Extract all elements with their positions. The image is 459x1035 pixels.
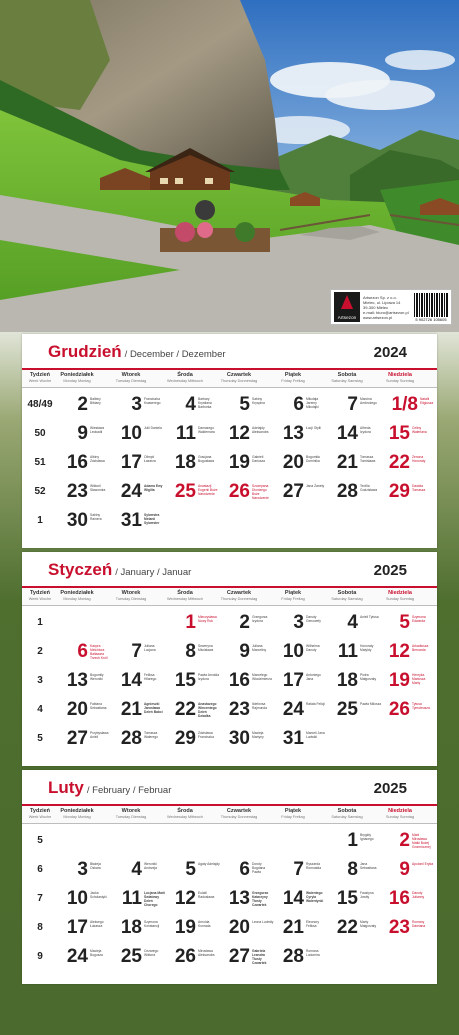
address-line: www.artsezon.pl xyxy=(363,314,393,320)
address-line: Mielec, ul. Lipowa 14 xyxy=(363,299,401,305)
barcode xyxy=(414,293,448,321)
weekday-header xyxy=(266,590,320,602)
weekday-header xyxy=(158,590,212,602)
day-number: 19 xyxy=(174,917,196,938)
day-number: 28 xyxy=(282,946,304,967)
name-day-list: Walentego Cyryla Walentynki xyxy=(306,891,324,903)
day-number: 13 xyxy=(282,423,304,444)
weekday-header xyxy=(373,808,427,820)
name-day-list: Marty Małgorzaty xyxy=(360,920,377,928)
day-number: 5 xyxy=(185,859,196,880)
day-number: 26 xyxy=(388,699,410,720)
day-number: 30 xyxy=(228,728,250,749)
name-day-list: Anastazji Eugenii Boże Narodzenie xyxy=(198,484,218,496)
name-day-list: Apolonii Eryka xyxy=(412,862,434,866)
day-number: 27 xyxy=(282,481,304,502)
day-number: 24 xyxy=(66,946,88,967)
name-day-list: Kacpra Melchiora Baltazara Trzech Króli xyxy=(90,644,108,660)
day-number: 19 xyxy=(388,670,410,691)
weekday-sublabel: Friday Freitag xyxy=(281,597,305,601)
day-number: 8 xyxy=(185,641,196,662)
month-translation: / February / Februar xyxy=(86,785,172,796)
month-name-text: Grudzień xyxy=(48,342,122,361)
weekday-sublabel: Wednesday Mittwoch xyxy=(166,815,204,819)
name-day-list: Alfreda Izydora xyxy=(360,426,371,434)
day-number: 4 xyxy=(347,612,358,633)
name-day-list: Brygidy Ignacego xyxy=(360,833,374,841)
week-number: 8 xyxy=(37,922,43,933)
month-panel xyxy=(22,334,437,548)
weekday-header-row xyxy=(22,588,437,606)
weekday-label: Poniedziałek xyxy=(60,808,94,814)
day-number: 6 xyxy=(293,394,304,415)
day-number: 22 xyxy=(336,917,358,938)
day-number: 18 xyxy=(336,670,358,691)
address-line: 39-300 Mielec xyxy=(363,304,389,310)
name-day-list: Arkadiusza Bernarda xyxy=(412,644,429,652)
day-number: 7 xyxy=(131,641,142,662)
weekday-sublabel: Tuesday Dienstag xyxy=(115,379,147,383)
day-number: 28 xyxy=(336,481,358,502)
day-number: 14 xyxy=(336,423,358,444)
name-day-list: Mirosława Aleksandra xyxy=(198,949,215,957)
barcode-number: 5 902726 105605 xyxy=(415,317,447,322)
day-number: 1 xyxy=(347,830,358,851)
day-number: 5 xyxy=(239,394,250,415)
weekday-header xyxy=(320,590,374,602)
day-number: 29 xyxy=(388,481,410,502)
year-label: 2025 xyxy=(373,780,407,797)
name-day-list: Tomasza Walerego xyxy=(144,731,158,739)
weekday-sublabel: Sunday Sonntag xyxy=(385,379,415,383)
weekday-sublabel: Monday Montag xyxy=(63,597,91,601)
name-day-list: Marcina Ambrożego xyxy=(360,397,377,405)
name-day-list: Albiny Zdzisława xyxy=(90,455,105,463)
day-number: 1/8 xyxy=(391,394,418,415)
day-number: 18 xyxy=(174,452,196,473)
day-number: 15 xyxy=(174,670,196,691)
day-number: 3 xyxy=(131,394,142,415)
name-day-list: Arnolda Konrada xyxy=(198,920,211,928)
day-number: 20 xyxy=(228,917,250,938)
day-number: 12 xyxy=(174,888,196,909)
name-day-list: Grzegorza Katarzyny Tłusty Czwartek xyxy=(252,891,269,907)
name-day-list: Wiktorii Sławomira xyxy=(90,484,106,492)
weekday-sublabel: Wednesday Mittwoch xyxy=(166,379,204,383)
weekday-header-row xyxy=(22,806,437,824)
day-number: 21 xyxy=(282,917,304,938)
name-day-list: Antoniego Jana xyxy=(306,673,321,681)
weekday-label: Poniedziałek xyxy=(60,590,94,596)
day-number: 21 xyxy=(336,452,358,473)
day-number: 14 xyxy=(120,670,142,691)
week-number: 3 xyxy=(37,675,43,686)
weekday-sublabel: Saturday Samstag xyxy=(331,379,363,383)
day-number: 14 xyxy=(282,888,304,909)
weekday-sublabel: Sunday Sonntag xyxy=(385,597,415,601)
weekday-header xyxy=(50,808,104,820)
weekday-label: Środa xyxy=(177,590,193,596)
weekday-sublabel: Thursday Donnerstag xyxy=(220,815,258,819)
day-number: 22 xyxy=(388,452,410,473)
name-day-list: Natalii Eligiusza xyxy=(420,397,434,405)
name-day-list: Tomasza Tomisława xyxy=(360,455,376,463)
month-title xyxy=(48,560,191,580)
day-number: 9 xyxy=(399,859,410,880)
weekday-header xyxy=(212,808,266,820)
name-day-list: Jana Żanety xyxy=(306,484,325,488)
weekday-label: Czwartek xyxy=(226,590,252,596)
day-number: 13 xyxy=(228,888,250,909)
day-number: 27 xyxy=(66,728,88,749)
name-day-list: Eleonory Feliksa xyxy=(306,920,320,928)
day-number: 16 xyxy=(66,452,88,473)
weekday-label: Poniedziałek xyxy=(60,372,94,378)
day-number: 10 xyxy=(282,641,304,662)
name-day-list: Bogumiły Weroniki xyxy=(90,673,104,681)
day-number: 10 xyxy=(120,423,142,444)
name-day-list: Adama Ewy Wigilia xyxy=(144,484,163,492)
year-label: 2024 xyxy=(373,344,407,361)
weekday-sublabel: Sunday Sonntag xyxy=(385,815,415,819)
name-day-list: Ildefonsa Rajmunda xyxy=(252,702,268,710)
address-line: e-mail: biuro@artsezon.pl xyxy=(363,309,409,315)
name-day-list: Damazego Waldemara xyxy=(198,426,215,434)
weekday-header xyxy=(50,590,104,602)
day-number: 2 xyxy=(77,394,88,415)
month-title xyxy=(48,342,226,362)
name-day-list: Honoraty Matyldy xyxy=(360,644,374,652)
name-day-list: Dawida Tomasza xyxy=(412,484,426,492)
name-day-list: Mieczysława Nowy Rok xyxy=(198,615,217,623)
day-number: 5 xyxy=(399,612,410,633)
name-day-list: Juliana Lucjana xyxy=(144,644,156,652)
day-number: 10 xyxy=(66,888,88,909)
year-label: 2025 xyxy=(373,562,407,579)
name-day-list: Szczepana Dionizego Boże Narodzenie xyxy=(252,484,269,500)
weekday-label: Niedziela xyxy=(388,590,412,596)
weekday-sublabel: Monday Montag xyxy=(63,815,91,819)
name-day-list: Łucji Otylii xyxy=(306,426,322,430)
name-day-list: Feliksa Hilarego xyxy=(144,673,157,681)
name-day-list: Fabiana Sebastiana xyxy=(90,702,107,710)
name-day-list: Cezarego Wiktora xyxy=(144,949,159,957)
day-number: 23 xyxy=(228,699,250,720)
weekday-sublabel: Wednesday Mittwoch xyxy=(166,597,204,601)
weekday-label: Niedziela xyxy=(388,372,412,378)
name-day-list: Doroty Bogdana Pawła xyxy=(252,862,266,874)
day-number: 26 xyxy=(174,946,196,967)
name-day-list: Adelajdy Aleksandra xyxy=(252,426,269,434)
week-number: 2 xyxy=(37,646,43,657)
day-number: 1 xyxy=(185,612,196,633)
weekday-label: Wtorek xyxy=(121,808,141,814)
name-day-list: Zenona Honoraty xyxy=(412,455,426,463)
weekday-header-row xyxy=(22,370,437,388)
week-number: 50 xyxy=(34,428,46,439)
weekday-header xyxy=(212,372,266,384)
day-number: 6 xyxy=(77,641,88,662)
weekday-sublabel: Thursday Donnerstag xyxy=(220,379,258,383)
weekday-sublabel: Week Woche xyxy=(28,597,52,601)
name-day-list: Danuty Genowefy xyxy=(306,615,321,623)
name-day-list: Marceli Jana Ludwiki xyxy=(306,731,325,739)
name-day-list: Anastazego Wincentego Dzień Dziadka xyxy=(198,702,217,718)
weekday-header xyxy=(50,372,104,384)
weekday-sublabel: Week Woche xyxy=(28,379,52,383)
month-title xyxy=(48,778,171,798)
weekday-sublabel: Saturday Samstag xyxy=(331,597,363,601)
day-number: 31 xyxy=(282,728,304,749)
day-number: 3 xyxy=(293,612,304,633)
day-number: 15 xyxy=(388,423,410,444)
name-day-list: Ryszarda Romualda xyxy=(306,862,322,870)
week-number: 5 xyxy=(37,835,43,846)
day-number: 25 xyxy=(336,699,358,720)
day-number: 27 xyxy=(228,946,250,967)
day-number: 16 xyxy=(388,888,410,909)
month-header xyxy=(22,334,437,370)
day-number: 11 xyxy=(175,423,196,444)
day-number: 8 xyxy=(347,859,358,880)
weekday-header xyxy=(266,372,320,384)
week-number: 9 xyxy=(37,951,43,962)
weekday-label: Wtorek xyxy=(121,372,141,378)
weekday-header xyxy=(373,372,427,384)
weekday-sublabel: Week Woche xyxy=(28,815,52,819)
name-day-list: Przybysława Anieli xyxy=(90,731,109,739)
name-day-list: Julii Daniela xyxy=(144,426,162,430)
name-day-list: Seweryna Mścisława xyxy=(198,644,214,652)
week-number: 1 xyxy=(37,617,43,628)
name-day-list: Bogumiła Dominika xyxy=(306,455,320,463)
month-panel xyxy=(22,552,437,766)
day-number: 20 xyxy=(282,452,304,473)
week-number: 51 xyxy=(34,457,46,468)
weekday-sublabel: Tuesday Dienstag xyxy=(115,597,147,601)
day-number: 26 xyxy=(228,481,250,502)
name-day-list: Faustyna Jowity xyxy=(360,891,374,899)
weekday-label: Piątek xyxy=(284,808,302,814)
weekday-sublabel: Thursday Donnerstag xyxy=(220,597,258,601)
day-number: 15 xyxy=(336,888,358,909)
name-day-list: Barbary Krystiana Barbórka xyxy=(198,397,212,409)
name-day-list: Celiny Walerlana xyxy=(412,426,427,434)
weekday-header xyxy=(104,590,158,602)
day-number: 21 xyxy=(120,699,142,720)
name-day-list: Piotra Małgorzaty xyxy=(360,673,377,681)
day-number: 19 xyxy=(228,452,250,473)
weekday-label: Środa xyxy=(177,372,193,378)
day-number: 2 xyxy=(239,612,250,633)
month-translation: / January / Januar xyxy=(115,567,192,578)
day-number: 20 xyxy=(66,699,88,720)
day-number: 13 xyxy=(66,670,88,691)
weekday-header xyxy=(158,372,212,384)
name-day-list: Sylwestra Melanii Sylwester xyxy=(144,513,160,525)
day-number: 4 xyxy=(185,394,196,415)
name-day-list: Balbiny Bibiany xyxy=(90,397,101,405)
name-day-list: Macieja Martyny xyxy=(252,731,264,739)
week-number: 1 xyxy=(37,515,43,526)
name-day-list: Eulalii Radosława xyxy=(198,891,215,899)
week-number: 52 xyxy=(34,486,46,497)
weekday-label: Środa xyxy=(177,808,193,814)
name-day-list: Macieja Bogusza xyxy=(90,949,103,957)
name-day-list: Henryka Mariusza Marty xyxy=(412,673,426,685)
name-day-list: Jacka Scholastyki xyxy=(90,891,107,899)
day-number: 2 xyxy=(399,830,410,851)
weekday-header xyxy=(320,808,374,820)
name-day-list: Anieli Tytusa xyxy=(360,615,379,619)
name-day-list: Danuty Julianny xyxy=(412,891,425,899)
name-day-list: Grzegorza Izydora xyxy=(252,615,268,623)
month-header xyxy=(22,770,437,806)
weekday-header xyxy=(104,372,158,384)
name-day-list: Sabiny Rainera xyxy=(90,513,102,521)
name-day-list: Agnieszki Jarosława Dzień Babci xyxy=(144,702,163,714)
day-number: 31 xyxy=(120,510,142,531)
name-day-list: Marcelego Włodzimierza xyxy=(252,673,272,681)
month-translation: / December / Dezember xyxy=(124,349,226,360)
name-day-list: Jana Sebastiana xyxy=(360,862,377,870)
name-day-list: Sabiny Kryspina xyxy=(252,397,265,405)
day-number: 12 xyxy=(388,641,410,662)
name-day-list: Romany Damiana xyxy=(412,920,426,928)
day-number: 4 xyxy=(131,859,142,880)
day-number: 24 xyxy=(120,481,142,502)
weekday-label: Sobota xyxy=(337,372,357,378)
day-number: 3 xyxy=(77,859,88,880)
day-number: 11 xyxy=(337,641,358,662)
day-number: 6 xyxy=(239,859,250,880)
weekday-header xyxy=(212,590,266,602)
landscape-photo xyxy=(0,0,459,332)
week-number: 5 xyxy=(37,733,43,744)
day-number: 22 xyxy=(174,699,196,720)
day-number: 17 xyxy=(282,670,304,691)
weekday-label: Niedziela xyxy=(388,808,412,814)
name-day-list: Gabriela Leandra Tłusty Czwartek xyxy=(252,949,267,965)
month-panel xyxy=(22,770,437,984)
publisher-logo-text: Artsezon xyxy=(337,315,357,320)
name-day-list: Zdzisława Franciszka xyxy=(198,731,214,739)
address-line: Artsezon Sp. z o.o. xyxy=(363,294,397,300)
day-number: 23 xyxy=(388,917,410,938)
name-day-list: Franciszka Ksawerego xyxy=(144,397,161,405)
weekday-header xyxy=(266,808,320,820)
name-day-list: Lucjana Marii Światowy Dzień Chorego xyxy=(144,891,166,907)
publisher-logo xyxy=(334,292,360,322)
name-day-list: Pawła Miłosza xyxy=(360,702,382,706)
day-number: 9 xyxy=(77,423,88,444)
weekday-label: Piątek xyxy=(284,590,302,596)
name-day-list: Gracjana Bogusława xyxy=(198,455,215,463)
weekday-label: Sobota xyxy=(337,590,357,596)
name-day-list: Olimpii Łazarza xyxy=(144,455,156,463)
alpine-valley-image xyxy=(0,0,459,332)
day-number: 9 xyxy=(239,641,250,662)
weekday-label: Tydzień xyxy=(29,590,51,596)
name-day-list: Rafała Felicji xyxy=(306,702,325,706)
name-day-list: Szymona Konstancji xyxy=(144,920,160,928)
weekday-label: Wtorek xyxy=(121,590,141,596)
weekday-sublabel: Monday Montag xyxy=(63,379,91,383)
day-number: 25 xyxy=(120,946,142,967)
day-number: 24 xyxy=(282,699,304,720)
name-day-list: Błażeja Oskara xyxy=(90,862,101,870)
week-number: 6 xyxy=(37,864,43,875)
month-header xyxy=(22,552,437,588)
name-day-list: Marii Mirosława Matki Bożej Gromnicznej xyxy=(412,833,431,849)
day-number: 18 xyxy=(120,917,142,938)
name-day-list: Mikołaja Jaremy Mikołajki xyxy=(306,397,319,409)
day-number: 28 xyxy=(120,728,142,749)
day-number: 23 xyxy=(66,481,88,502)
name-day-list: Agaty Adelajdy xyxy=(198,862,220,866)
name-day-list: Romana Ludomira xyxy=(306,949,320,957)
weekday-label: Czwartek xyxy=(226,808,252,814)
day-number: 16 xyxy=(228,670,250,691)
day-number: 25 xyxy=(174,481,196,502)
weekday-sublabel: Saturday Samstag xyxy=(331,815,363,819)
name-day-list: Weroniki Andrzeja xyxy=(144,862,158,870)
weekday-label: Czwartek xyxy=(226,372,252,378)
weekday-header xyxy=(158,808,212,820)
weekday-header xyxy=(320,372,374,384)
name-day-list: Gabrieli Dariusza xyxy=(252,455,266,463)
day-number: 17 xyxy=(120,452,142,473)
name-day-list: Aleksego Łukasza xyxy=(90,920,104,928)
weekday-sublabel: Tuesday Dienstag xyxy=(115,815,147,819)
weekday-sublabel: Friday Freitag xyxy=(281,379,305,383)
publisher-info-box xyxy=(330,289,452,325)
month-name-text: Styczeń xyxy=(48,560,113,579)
week-number: 4 xyxy=(37,704,43,715)
logo-mark-icon xyxy=(341,295,353,309)
day-number: 29 xyxy=(174,728,196,749)
day-number: 11 xyxy=(121,888,142,909)
name-day-list: Szymona Edwarda xyxy=(412,615,426,623)
weekday-sublabel: Friday Freitag xyxy=(281,815,305,819)
day-number: 30 xyxy=(66,510,88,531)
weekday-header xyxy=(373,590,427,602)
name-day-list: Wiesława Leokadii xyxy=(90,426,105,434)
name-day-list: Leona Ludmiły xyxy=(252,920,274,924)
week-number: 7 xyxy=(37,893,43,904)
day-number: 7 xyxy=(293,859,304,880)
weekday-label: Tydzień xyxy=(29,372,51,378)
weekday-label: Sobota xyxy=(337,808,357,814)
week-number: 48/49 xyxy=(27,399,53,410)
month-name-text: Luty xyxy=(48,778,84,797)
name-day-list: Teofila Godzisława xyxy=(360,484,378,492)
name-day-list: Wilhelma Danuty xyxy=(306,644,320,652)
weekday-label: Tydzień xyxy=(29,808,51,814)
publisher-address xyxy=(363,295,411,320)
weekday-label: Piątek xyxy=(284,372,302,378)
day-number: 17 xyxy=(66,917,88,938)
name-day-list: Tytusa Tymoteusza xyxy=(412,702,430,710)
name-day-list: Pawła Arnolda Izydora xyxy=(198,673,220,681)
weekday-header xyxy=(104,808,158,820)
name-day-list: Juliana Marceliny xyxy=(252,644,267,652)
day-number: 12 xyxy=(228,423,250,444)
day-number: 7 xyxy=(347,394,358,415)
